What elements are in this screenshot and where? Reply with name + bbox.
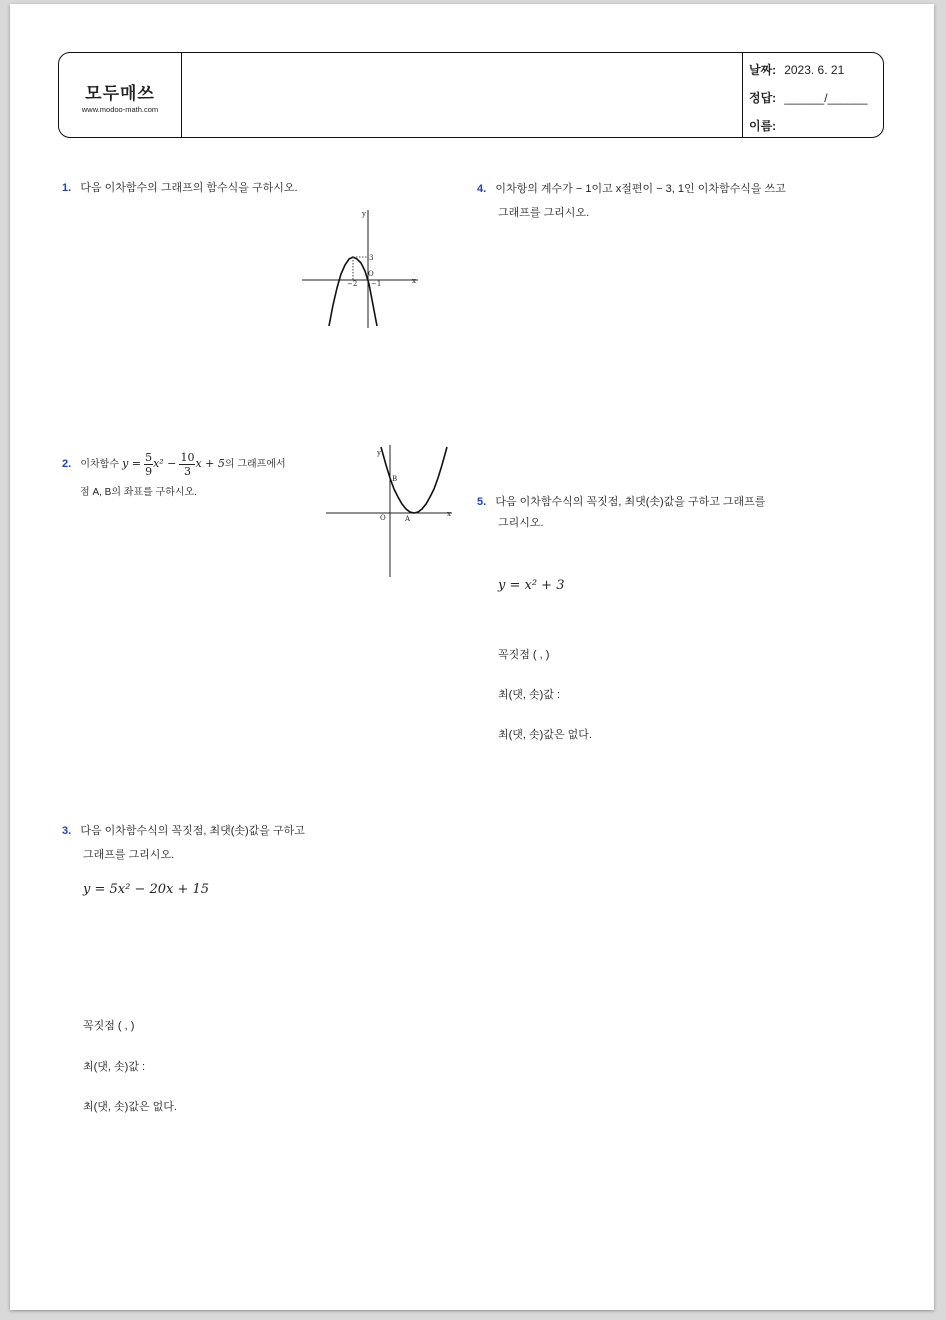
graph-1: [302, 210, 418, 328]
brand-url: www.modoo-math.com: [81, 105, 159, 114]
fraction-2: $\frac{10}{3}$: [180, 450, 195, 478]
parabola: [381, 447, 447, 513]
x-label: x: [447, 510, 451, 518]
problem-text: 이차항의 계수가 − 1이고 x절편이 − 3, 1인 이차함수식을 쓰고: [495, 183, 786, 195]
vertex-answer: 꼭짓점 ( , ): [83, 1020, 135, 1032]
extreme-answer: 최(댓, 솟)값 :: [83, 1061, 146, 1073]
point-b-label: B: [392, 475, 398, 483]
problem-4-line2: 그래프를 그리시오.: [498, 207, 590, 219]
x-label: x: [412, 277, 416, 285]
origin-label: O: [368, 270, 374, 278]
brand-logo: 모두매쓰: [85, 84, 155, 103]
graph-2: [326, 445, 452, 577]
problem-prefix: 이차함수: [80, 459, 119, 470]
problem-4: [477, 180, 786, 196]
date-label: 날짜:: [749, 63, 777, 77]
no-extreme-answer: 최(댓, 솟)값은 없다.: [498, 729, 592, 741]
problem-suffix: 의 그래프에서: [224, 459, 286, 470]
origin-label: O: [380, 514, 386, 522]
equation: y = x² + 3: [498, 578, 565, 593]
problem-number: 4.: [477, 183, 487, 195]
graphs-layer: [10, 4, 934, 1310]
fraction-1: $\frac{5}{9}$: [145, 450, 153, 478]
equation: y = 5x² − 20x + 15: [83, 882, 210, 897]
problem-3: [62, 822, 305, 838]
eq-y: y =: [122, 457, 141, 470]
eq-tail: x + 5: [195, 457, 225, 470]
problem-5-line2: 그리시오.: [498, 517, 544, 529]
problem-number: 5.: [477, 496, 487, 508]
problem-number: 3.: [62, 825, 72, 837]
name-label: 이름:: [749, 119, 777, 133]
problem-number: 2.: [62, 458, 72, 470]
problem-2-line2: 점 A, B의 좌표를 구하시오.: [80, 487, 197, 498]
y-label: y: [362, 210, 366, 218]
problem-text: 다음 이차함수의 그래프의 함수식을 구하시오.: [80, 182, 298, 194]
problem-5: [477, 493, 765, 509]
no-extreme-answer: 최(댓, 솟)값은 없다.: [83, 1101, 177, 1113]
tick-3: 3: [369, 254, 374, 262]
answer-label: 정답:: [749, 91, 777, 105]
date-value: 2023. 6. 21: [784, 63, 845, 77]
point-a-label: A: [405, 515, 411, 523]
y-label: y: [377, 449, 381, 457]
problem-text: 다음 이차함수식의 꼭짓점, 최댓(솟)값을 구하고 그래프를: [495, 496, 766, 508]
problem-2: [62, 449, 286, 480]
extreme-answer: 최(댓, 솟)값 :: [498, 689, 561, 701]
worksheet-page: [10, 4, 934, 1310]
tick-minus-1: −1: [371, 280, 382, 288]
vertex-answer: 꼭짓점 ( , ): [498, 649, 550, 661]
problem-3-line2: 그래프를 그리시오.: [83, 849, 175, 861]
eq-mid: x² −: [153, 457, 177, 470]
answer-value: ______/______: [784, 91, 868, 105]
problem-text: 다음 이차함수식의 꼭짓점, 최댓(솟)값을 구하고: [80, 825, 305, 837]
problem-number: 1.: [62, 182, 72, 194]
tick-minus-2: −2: [347, 280, 358, 288]
